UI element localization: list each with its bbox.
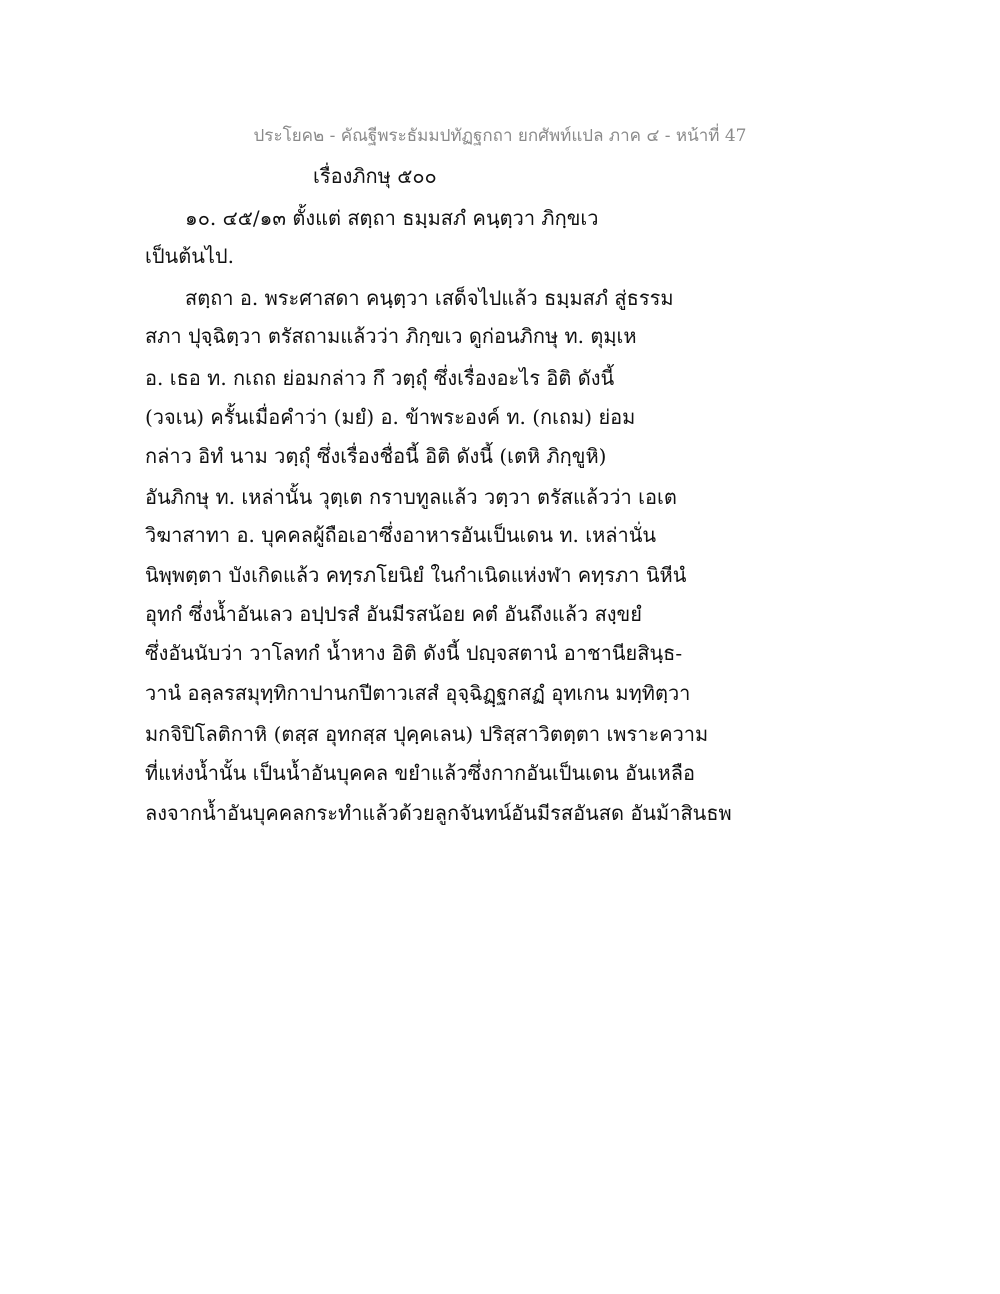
body-line: สตฺถา อ. พระศาสดา คนฺตฺวา เสด็จไปแล้ว ธมฺมสภํ สู่ธรรม: [185, 286, 674, 310]
body-line: ซึ่งอันนับว่า วาโลทกํ น้ำหาง อิติ ดังนี้ ปญฺจสตานํ อาชานียสินฺธ-: [145, 641, 683, 665]
body-line: ที่แห่งน้ำนั้น เป็นน้ำอันบุคคล ขยำแล้วซึ่งกากอันเป็นเดน อันเหลือ: [145, 761, 695, 785]
body-line: นิพฺพตฺตา บังเกิดแล้ว คทฺรภโยนิยํ ในกำเนิดแห่งฬา คทฺรภา นิหีนํ: [145, 563, 687, 587]
body-line: มกจิปิโลติกาหิ (ตสฺส อุทกสฺส ปุคฺคเลน) ปริสฺสาวิตตฺตา เพราะความ: [145, 722, 709, 746]
body-line: วานํ อลฺลรสมุทฺทิกาปานกปีตาวเสสํ อุจฺฉิฏฺฐกสฏํ อุทเกน มทฺทิตฺวา: [145, 681, 691, 705]
body-line: เป็นต้นไป.: [145, 244, 234, 268]
body-line: อุทกํ ซึ่งน้ำอันเลว อปฺปรสํ อันมีรสน้อย คตํ อันถึงแล้ว สงฺขยํ: [145, 602, 642, 626]
body-line: กล่าว อิทํ นาม วตฺถุํ ซึ่งเรื่องชื่อนี้ อิติ ดังนี้ (เตหิ ภิกฺขูหิ): [145, 444, 607, 468]
body-line: วิฆาสาทา อ. บุคคลผู้ถือเอาซึ่งอาหารอันเป็นเดน ท. เหล่านั่น: [145, 523, 657, 547]
body-line: อ. เธอ ท. กเถถ ย่อมกล่าว กึ วตฺถุํ ซึ่งเรื่องอะไร อิติ ดังนี้: [145, 366, 615, 390]
body-line: ๑๐. ๔๕/๑๓ ตั้งแต่ สตฺถา ธมฺมสภํ คนฺตฺวา ภิกฺขเว: [185, 206, 599, 230]
story-title: เรื่องภิกษุ ๕๐๐: [313, 164, 437, 188]
body-line: อันภิกษุ ท. เหล่านั้น วุตฺเต กราบทูลแล้ว วตฺวา ตรัสแล้วว่า เอเต: [145, 485, 677, 509]
body-line: สภา ปุจฺฉิตฺวา ตรัสถามแล้วว่า ภิกฺขเว ดูก่อนภิกษุ ท. ตุมฺเห: [145, 324, 637, 348]
page-header: ประโยค๒ - คัณฐีพระธัมมปทัฏฐกถา ยกศัพท์แปล ภาค ๔ - หน้าที่ 47: [253, 126, 747, 146]
body-line: (วจเน) ครั้นเมื่อคำว่า (มยํ) อ. ข้าพระองค์ ท. (กเถม) ย่อม: [145, 405, 636, 429]
body-line: ลงจากน้ำอันบุคคลกระทำแล้วด้วยลูกจันทน์อันมีรสอันสด อันม้าสินธพ: [145, 801, 732, 825]
